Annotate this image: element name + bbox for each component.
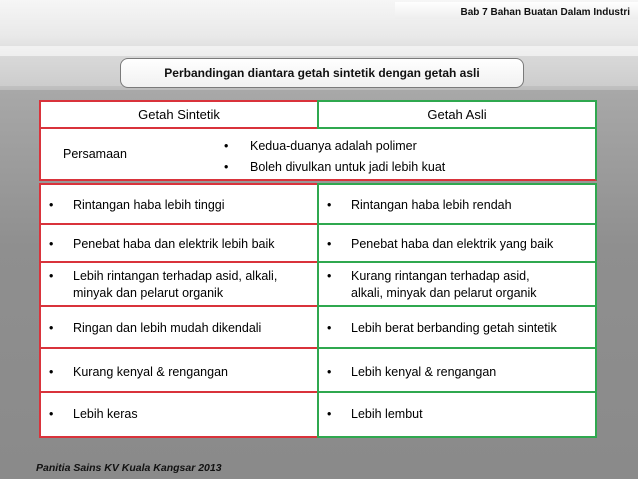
chapter-title: Bab 7 Bahan Buatan Dalam Industri	[460, 7, 630, 18]
bullet: •	[49, 407, 54, 421]
table-row-natural	[317, 305, 597, 349]
bullet: •	[49, 321, 54, 335]
synthetic-point: Kurang kenyal & rengangan	[73, 365, 228, 379]
similarity-label: Persamaan	[63, 147, 127, 161]
background-stripe	[0, 46, 638, 56]
slide-title: Perbandingan diantara getah sintetik dengan getah asli	[120, 58, 524, 88]
bullet: •	[327, 237, 332, 251]
table-row-natural	[317, 223, 597, 263]
table-row-synthetic	[39, 391, 319, 438]
bullet: •	[49, 198, 54, 212]
table-row-natural	[317, 261, 597, 307]
bullet: •	[224, 160, 229, 174]
table-row-natural	[317, 347, 597, 393]
similarity-point: Kedua-duanya adalah polimer	[250, 139, 417, 153]
bullet: •	[49, 365, 54, 379]
synthetic-point: Ringan dan lebih mudah dikendali	[73, 321, 262, 335]
similarity-point: Boleh divulkan untuk jadi lebih kuat	[250, 160, 446, 174]
table-row-synthetic	[39, 347, 319, 393]
column-header-synthetic: Getah Sintetik	[39, 100, 319, 129]
table-row-synthetic	[39, 305, 319, 349]
bullet: •	[327, 269, 332, 283]
natural-point: Kurang rintangan terhadap asid,	[351, 269, 530, 283]
bullet: •	[49, 237, 54, 251]
natural-point: Penebat haba dan elektrik yang baik	[351, 237, 554, 251]
chapter-header	[395, 2, 638, 19]
table-row-synthetic	[39, 261, 319, 307]
synthetic-point: Rintangan haba lebih tinggi	[73, 198, 225, 212]
natural-point: Lebih lembut	[351, 407, 423, 421]
synthetic-point: Lebih keras	[73, 407, 138, 421]
similarity-row	[39, 129, 597, 181]
bullet: •	[327, 365, 332, 379]
footer-credit: Panitia Sains KV Kuala Kangsar 2013	[36, 462, 222, 474]
natural-point: Rintangan haba lebih rendah	[351, 198, 512, 212]
table-row-natural	[317, 183, 597, 225]
column-header-natural: Getah Asli	[317, 100, 597, 129]
bullet: •	[327, 407, 332, 421]
bullet: •	[49, 269, 54, 283]
table-row-synthetic	[39, 223, 319, 263]
synthetic-point: Penebat haba dan elektrik lebih baik	[73, 237, 275, 251]
bullet: •	[327, 198, 332, 212]
natural-point: alkali, minyak dan pelarut organik	[351, 286, 537, 300]
bullet: •	[327, 321, 332, 335]
synthetic-point: Lebih rintangan terhadap asid, alkali,	[73, 269, 278, 283]
bullet: •	[224, 139, 229, 153]
table-row-natural	[317, 391, 597, 438]
synthetic-point: minyak dan pelarut organik	[73, 286, 224, 300]
natural-point: Lebih berat berbanding getah sintetik	[351, 321, 557, 335]
table-row-synthetic	[39, 183, 319, 225]
natural-point: Lebih kenyal & rengangan	[351, 365, 497, 379]
